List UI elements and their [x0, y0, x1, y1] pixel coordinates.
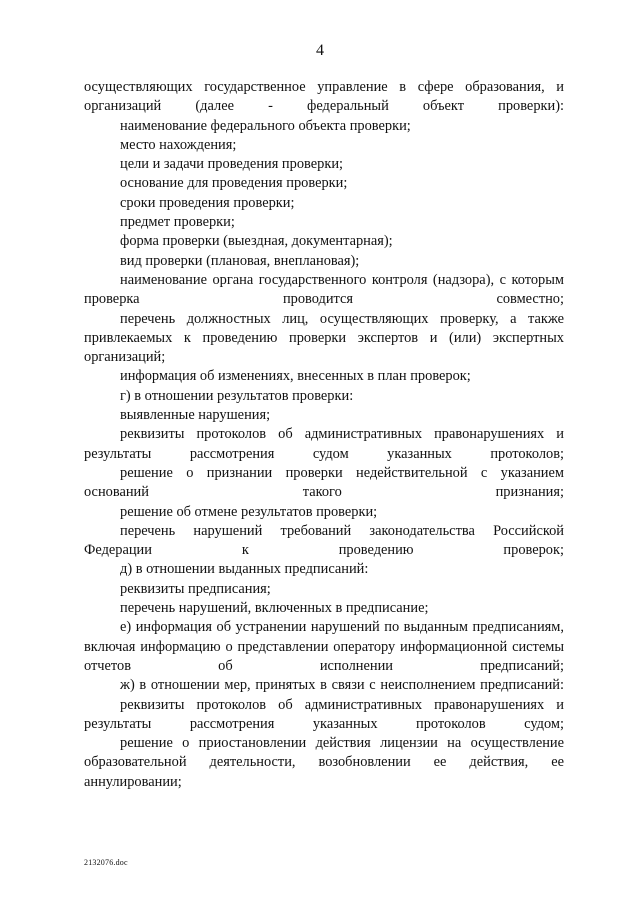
paragraph: решение о признании проверки недействительной с указанием оснований такого признания;	[84, 464, 564, 501]
paragraph: цели и задачи проведения проверки;	[120, 156, 344, 173]
paragraph: перечень нарушений требований законодательства Российской Федерации к проведению проверок;	[84, 522, 564, 559]
paragraph: перечень должностных лиц, осуществляющих проверку, а также привлекаемых к проведению проверки экспертов и (или) экспертных организаций;	[84, 310, 564, 366]
document-body	[84, 78, 564, 792]
page-number: 4	[316, 42, 324, 59]
paragraph: реквизиты предписания;	[120, 580, 271, 597]
paragraph: предмет проверки;	[120, 214, 235, 231]
paragraph: д) в отношении выданных предписаний:	[120, 561, 369, 578]
paragraph: вид проверки (плановая, внеплановая);	[120, 252, 360, 269]
paragraph: осуществляющих государственное управление в сфере образования, и организаций (далее - федеральный объект проверки):	[84, 79, 564, 115]
paragraph: место нахождения;	[120, 136, 237, 153]
paragraph: форма проверки (выездная, документарная);	[120, 233, 393, 250]
paragraph: решение о приостановлении действия лицензии на осуществление образовательной деятельности, возобновлении ее действия, ее аннулировании;	[84, 735, 564, 790]
paragraph: наименование органа государственного контроля (надзора), с которым проверка проводится совместно;	[84, 271, 564, 308]
paragraph: ж) в отношении мер, принятых в связи с неисполнением предписаний:	[120, 677, 564, 694]
paragraph: выявленные нарушения;	[120, 407, 271, 424]
paragraph: информация об изменениях, внесенных в план проверок;	[120, 368, 471, 385]
paragraph: сроки проведения проверки;	[120, 194, 295, 211]
paragraph: наименование федерального объекта проверки;	[120, 117, 411, 134]
paragraph: е) информация об устранении нарушений по выданным предписаниям, включая информацию о представлении оператору информационной системы отчетов об исполнении предписаний;	[84, 619, 564, 674]
paragraph: реквизиты протоколов об административных правонарушениях и результаты рассмотрения указанных протоколов судом;	[84, 696, 564, 732]
footer-filename: 2132076.doc	[84, 858, 128, 867]
paragraph: г) в отношении результатов проверки:	[120, 387, 354, 404]
paragraph: решение об отмене результатов проверки;	[120, 503, 378, 520]
paragraph: основание для проведения проверки;	[120, 175, 348, 192]
paragraph: перечень нарушений, включенных в предписание;	[120, 600, 429, 617]
paragraph: реквизиты протоколов об административных правонарушениях и результаты рассмотрения судом указанных протоколов;	[84, 426, 564, 462]
